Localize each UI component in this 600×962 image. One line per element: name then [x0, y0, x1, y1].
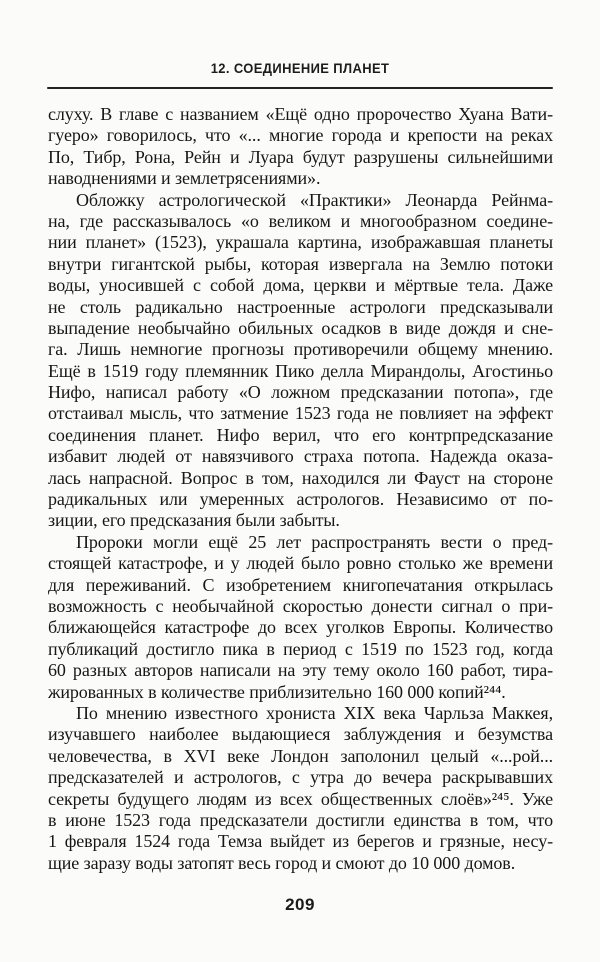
- text-line: предсказателей и астрологов, с утра до вечера раскрывавших: [48, 767, 553, 788]
- text-line: Обложку астрологической «Практики» Леонарда Рейнма-: [76, 189, 553, 210]
- text-line: человечества, в XVI веке Лондон заполонил целый «...рой...: [48, 745, 553, 766]
- text-line: секреты будущего людям из всех общественных слоёв»²⁴⁵. Уже: [48, 788, 553, 809]
- text-line: внутри гигантской рыбы, которая извергала на Землю потоки: [48, 253, 553, 274]
- text-line: в июне 1523 года предсказатели достигли единства в том, что: [48, 809, 553, 830]
- text-line: По мнению известного хрониста XIX века Чарльза Маккея,: [76, 702, 553, 723]
- text-line: публикаций достигло пика в период с 1519 по 1523 год, когда: [48, 638, 553, 659]
- text-line: стоящей катастрофе, и у людей было ровно столько же времени: [48, 553, 553, 574]
- body-text: [48, 104, 553, 874]
- text-line: га. Лишь немногие прогнозы противоречили общему мнению.: [48, 339, 553, 360]
- header-rule: [47, 87, 553, 89]
- text-line: лась напрасной. Вопрос в том, находился ли Фауст на стороне: [48, 467, 553, 488]
- text-line: слуху. В главе с названием «Ещё одно пророчество Хуана Вати-: [48, 104, 553, 124]
- text-line: жированных в количестве приблизительно 160 000 копий²⁴⁴.: [48, 681, 506, 702]
- text-line: избавит людей от навязчивого страха потопа. Надежда оказа-: [48, 446, 553, 467]
- text-line: Нифо, написал работу «О ложном предсказании потопа», где: [48, 382, 553, 403]
- text-line: 60 разных авторов написали на эту тему около 160 работ, тира-: [48, 660, 553, 681]
- text-line: нии планет» (1523), украшала картина, изображавшая планеты: [48, 232, 553, 253]
- text-line: на, где рассказывалось «о великом и многообразном соедине-: [48, 210, 553, 231]
- text-line: возможность с необычайной скоростью донести сигнал о при-: [48, 595, 553, 616]
- text-line: радикальных или умеренных астрологов. Независимо от по-: [48, 489, 553, 510]
- text-line: щие заразу воды затопят весь город и смоют до 10 000 домов.: [48, 852, 516, 873]
- page-number: 209: [285, 895, 315, 914]
- text-line: По, Тибр, Рона, Рейн и Луара будут разрушены сильнейшими: [48, 146, 553, 167]
- text-line: Пророки могли ещё 25 лет распространять вести о пред-: [76, 531, 553, 552]
- running-header: 12. СОЕДИНЕНИЕ ПЛАНЕТ: [210, 61, 390, 76]
- text-line: выпадение необычайно обильных осадков в виде дождя и сне-: [48, 317, 553, 338]
- text-line: изучавшего наиболее выдающиеся заблуждения и безумства: [48, 724, 553, 745]
- text-line: отстаивал мысль, что затмение 1523 года не повлияет на эффект: [48, 403, 553, 424]
- text-line: соединения планет. Нифо верил, что его контрпредсказание: [48, 424, 553, 445]
- text-line: 1 февраля 1524 года Темза выйдет из берегов и грязные, несу-: [48, 831, 553, 852]
- text-line: для переживаний. С изобретением книгопечатания открылась: [48, 574, 553, 595]
- text-line: не столь радикально настроенные астрологи предсказывали: [48, 296, 553, 317]
- text-line: наводнениями и землетрясениями».: [48, 168, 321, 189]
- text-line: зиции, его предсказания были забыты.: [48, 510, 340, 531]
- text-line: Ещё в 1519 году племянник Пико делла Мирандолы, Агостиньо: [48, 360, 553, 381]
- text-line: гуеро» говорилось, что «... многие города и крепости на реках: [48, 125, 553, 146]
- text-line: воды, уносившей с собой дома, церкви и мёртвые тела. Даже: [48, 275, 553, 296]
- text-line: ближающейся катастрофе до всех уголков Европы. Количество: [48, 617, 553, 638]
